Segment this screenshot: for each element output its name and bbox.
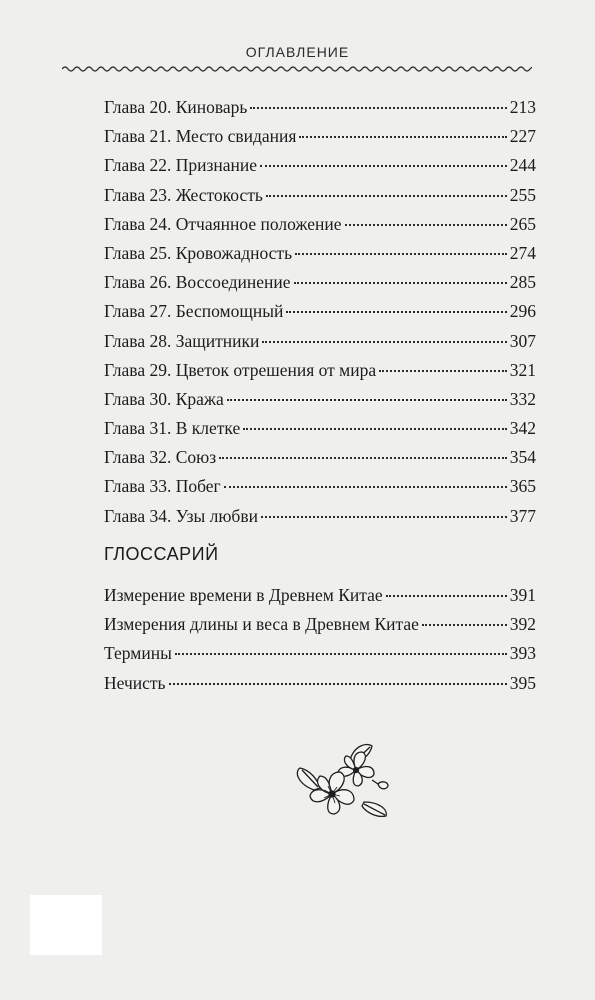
toc-row[interactable] xyxy=(104,151,536,180)
toc-row[interactable] xyxy=(104,610,536,639)
toc-label: Глава 22. Признание xyxy=(104,155,258,176)
toc-row[interactable] xyxy=(104,639,536,668)
toc-leader xyxy=(294,282,507,284)
toc-row[interactable] xyxy=(104,502,536,531)
toc-label: Глава 29. Цветок отрешения от мира xyxy=(104,359,377,380)
toc-label: Измерения длины и веса в Древнем Китае xyxy=(104,614,419,635)
toc-page-number: 244 xyxy=(509,155,536,176)
toc-leader xyxy=(243,428,506,430)
toc-label: Глава 32. Союз xyxy=(104,447,217,468)
toc-page-number: 227 xyxy=(509,126,536,147)
toc-page-number: 296 xyxy=(509,301,536,322)
toc-label: Глава 23. Жестокость xyxy=(104,184,263,205)
toc-page-number: 377 xyxy=(509,505,536,526)
toc-leader xyxy=(224,486,507,488)
toc-leader xyxy=(260,165,507,167)
toc-row[interactable] xyxy=(104,356,536,385)
toc-label: Глава 27. Беспомощный xyxy=(104,301,284,322)
toc-row[interactable] xyxy=(104,327,536,356)
wave-divider xyxy=(62,64,532,74)
toc-leader xyxy=(345,224,507,226)
toc-leader xyxy=(262,341,506,343)
toc-leader xyxy=(219,457,507,459)
toc-leader xyxy=(250,107,506,109)
toc-row[interactable] xyxy=(104,443,536,472)
toc-row[interactable] xyxy=(104,581,536,610)
toc-page-number: 213 xyxy=(509,97,536,117)
label-sticker xyxy=(30,895,102,955)
toc-row[interactable] xyxy=(104,669,536,698)
toc-row[interactable] xyxy=(104,385,536,414)
toc-label: Глава 25. Кровожадность xyxy=(104,242,293,263)
toc-page-number: 255 xyxy=(509,184,536,205)
toc-row[interactable] xyxy=(104,268,536,297)
glossary-heading: ГЛОССАРИЙ xyxy=(104,544,219,564)
toc-row[interactable] xyxy=(104,472,536,501)
glossary-list xyxy=(104,581,536,698)
toc-page-number: 392 xyxy=(509,614,536,635)
toc-label: Глава 34. Узы любви xyxy=(104,505,258,526)
toc-label: Нечисть xyxy=(104,672,166,693)
toc-row[interactable] xyxy=(104,210,536,239)
toc-page-number: 354 xyxy=(509,447,536,468)
toc-leader xyxy=(286,311,506,313)
chapter-list xyxy=(104,93,536,531)
toc-page-number: 391 xyxy=(509,585,536,605)
toc-label: Глава 33. Побег xyxy=(104,476,221,497)
toc-row[interactable] xyxy=(104,181,536,210)
running-head: ОГЛАВЛЕНИЕ xyxy=(245,44,350,60)
toc-page-number: 274 xyxy=(509,242,536,263)
flower-icon xyxy=(292,740,394,822)
toc-row[interactable] xyxy=(104,297,536,326)
toc-page-number: 393 xyxy=(509,643,536,664)
toc-label: Глава 31. В клетке xyxy=(104,418,241,439)
toc-page-number: 365 xyxy=(509,476,536,497)
toc-leader xyxy=(266,195,507,197)
toc-page-number: 321 xyxy=(509,359,536,380)
toc-leader xyxy=(379,370,507,372)
toc-label: Глава 24. Отчаянное положение xyxy=(104,213,342,234)
toc-leader xyxy=(386,595,507,597)
toc-leader xyxy=(169,683,507,685)
toc-label: Глава 20. Киноварь xyxy=(104,97,248,117)
toc-row[interactable] xyxy=(104,93,536,122)
toc-label: Термины xyxy=(104,643,172,664)
toc-page-number: 285 xyxy=(509,272,536,293)
toc-leader xyxy=(422,624,507,626)
toc-label: Измерение времени в Древнем Китае xyxy=(104,585,383,605)
toc-label: Глава 21. Место свидания xyxy=(104,126,297,147)
toc-page-number: 342 xyxy=(509,418,536,439)
toc-label: Глава 30. Кража xyxy=(104,388,224,409)
toc-page-number: 332 xyxy=(509,388,536,409)
toc-leader xyxy=(295,253,507,255)
toc-row[interactable] xyxy=(104,414,536,443)
toc-leader xyxy=(227,399,507,401)
toc-leader xyxy=(261,516,507,518)
toc-row[interactable] xyxy=(104,239,536,268)
toc-page-number: 395 xyxy=(509,672,536,693)
toc-page-number: 307 xyxy=(509,330,536,351)
toc-label: Глава 26. Воссоединение xyxy=(104,272,291,293)
toc-page-number: 265 xyxy=(509,213,536,234)
toc-leader xyxy=(175,653,507,655)
toc-label: Глава 28. Защитники xyxy=(104,330,260,351)
toc-leader xyxy=(299,136,506,138)
toc-row[interactable] xyxy=(104,122,536,151)
